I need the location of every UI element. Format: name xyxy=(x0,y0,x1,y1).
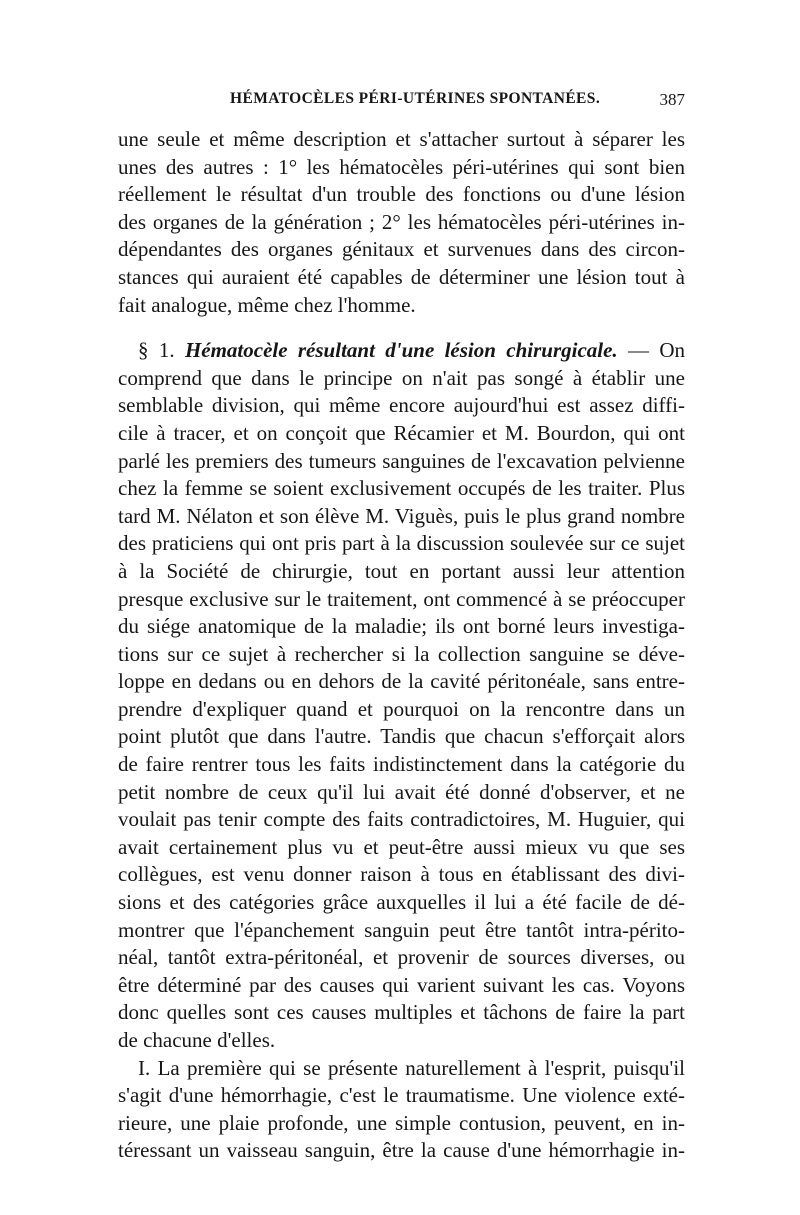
paragraph-roman-one xyxy=(118,1055,685,1165)
text-line: point plutôt que dans l'autre. Tandis que chacun s'efforçait alors xyxy=(118,724,685,749)
text-line: des organes de la génération ; 2° les hématocèles péri-utérines in- xyxy=(118,209,685,234)
section-heading: Hématocèle résultant d'une lésion chirurgicale. xyxy=(184,338,618,363)
text-line: donc quelles sont ces causes multiples et tâchons de faire la part xyxy=(118,1000,685,1025)
text-line: tard M. Nélaton et son élève M. Viguès, puis le plus grand nombre xyxy=(118,503,685,528)
text-line: téressant un vaisseau sanguin, être la cause d'une hémorrhagie in- xyxy=(118,1138,685,1163)
text-line: petit nombre de ceux qu'il lui avait été donné d'observer, et ne xyxy=(118,779,685,804)
text-line: de chacune d'elles. xyxy=(118,1028,276,1052)
text-line: s'agit d'une hémorrhagie, c'est le traumatisme. Une violence exté- xyxy=(118,1083,685,1108)
text-line: presque exclusive sur le traitement, ont commencé à se préoccuper xyxy=(118,586,685,611)
text-line: du siége anatomique de la maladie; ils ont borné leurs investiga- xyxy=(118,614,685,639)
text-line: néal, tantôt extra-péritonéal, et provenir de sources diverses, ou xyxy=(118,945,685,970)
text-line: à la Société de chirurgie, tout en portant aussi leur attention xyxy=(118,558,685,583)
paragraph-continued xyxy=(118,126,685,319)
text-line: rieure, une plaie profonde, une simple contusion, peuvent, en in- xyxy=(118,1110,685,1135)
text-line: I. La première qui se présente naturellement à l'esprit, puisqu'il xyxy=(138,1055,685,1080)
body-text xyxy=(118,126,685,1165)
text-line: avait certainement plus vu et peut-être aussi mieux vu que ses xyxy=(118,834,685,859)
text-line: des praticiens qui ont pris part à la discussion soulevée sur ce sujet xyxy=(118,531,685,556)
text-line: sions et des catégories grâce auxquelles il lui a été facile de dé- xyxy=(118,890,685,915)
running-head xyxy=(120,90,685,116)
running-title: HÉMATOCÈLES PÉRI-UTÉRINES SPONTANÉES. xyxy=(230,90,601,107)
text-line: réellement le résultat d'un trouble des fonctions ou d'une lésion xyxy=(118,182,685,207)
text-line: comprend que dans le principe on n'ait pas songé à établir une xyxy=(118,365,685,390)
text-line: tions sur ce sujet à rechercher si la collection sanguine se déve- xyxy=(118,641,685,666)
page-number: 387 xyxy=(659,90,685,109)
text-line: parlé les premiers des tumeurs sanguines de l'excavation pelvienne xyxy=(118,448,685,473)
section-mark: § 1. xyxy=(138,338,175,363)
text-line: stances qui auraient été capables de déterminer une lésion tout à xyxy=(118,264,685,289)
text-line: prendre d'expliquer quand et pourquoi on la rencontre dans un xyxy=(118,696,685,721)
section-heading-line xyxy=(118,337,685,365)
section-1-paragraph xyxy=(118,337,685,1054)
text-line: voulait pas tenir compte des faits contradictoires, M. Huguier, qui xyxy=(118,807,685,832)
text-line: semblable division, qui même encore aujourd'hui est assez diffi- xyxy=(118,393,685,418)
text-line: cile à tracer, et on conçoit que Récamier et M. Bourdon, qui ont xyxy=(118,420,685,445)
text-line: de faire rentrer tous les faits indistinctement dans la catégorie du xyxy=(118,752,685,777)
paragraph-gap xyxy=(118,319,685,337)
text-line: être déterminé par des causes qui varient suivant les cas. Voyons xyxy=(118,972,685,997)
text-line: collègues, est venu donner raison à tous en établissant des divi- xyxy=(118,862,685,887)
text-line: fait analogue, même chez l'homme. xyxy=(118,292,416,317)
text-line: unes des autres : 1° les hématocèles péri-utérines qui sont bien xyxy=(118,154,685,179)
text-line: montrer que l'épanchement sanguin peut être tantôt intra-périto- xyxy=(118,917,685,942)
heading-line-rest: — On xyxy=(628,338,686,363)
text-line: loppe en dedans ou en dehors de la cavité péritonéale, sans entre- xyxy=(118,669,685,694)
text-line: dépendantes des organes génitaux et survenues dans des circon- xyxy=(118,237,685,262)
text-line: chez la femme se soient exclusivement occupés de les traiter. Plus xyxy=(118,476,685,501)
text-line: une seule et même description et s'attacher surtout à séparer les xyxy=(118,127,685,151)
